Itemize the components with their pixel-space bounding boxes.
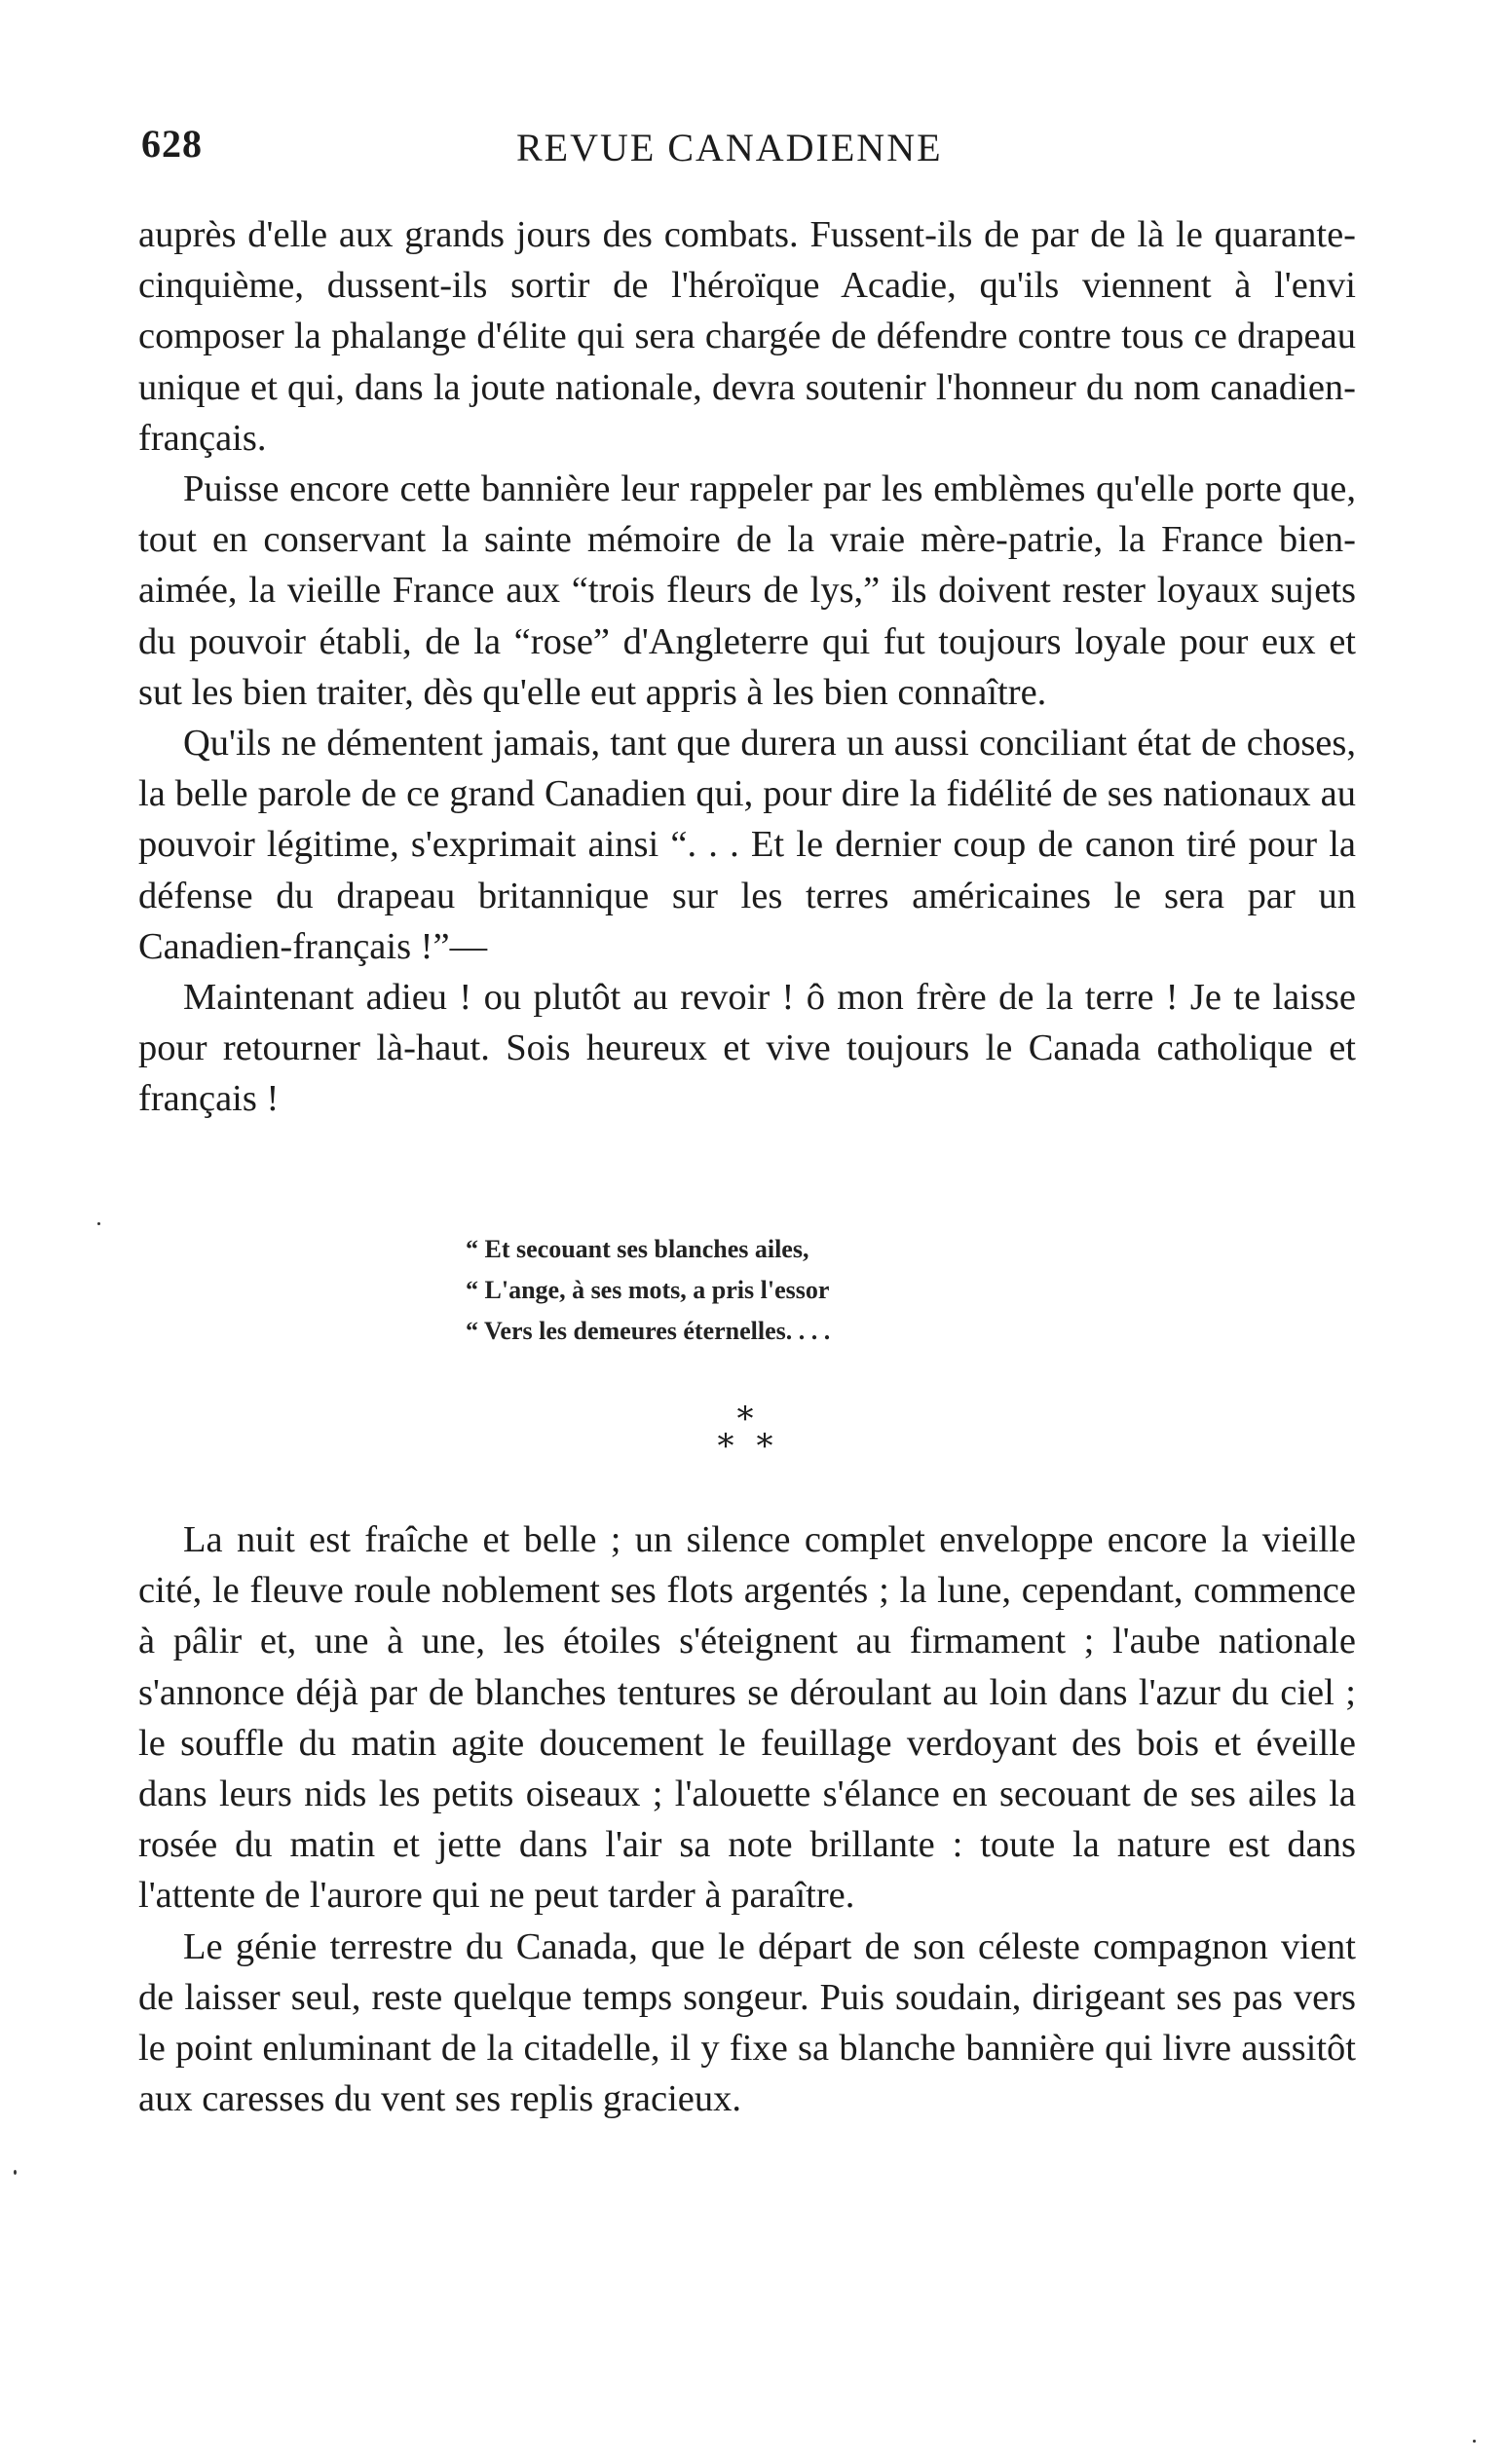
verse-quote [466, 1229, 830, 1352]
paragraph: Maintenant adieu ! ou plutôt au revoir ! ô mon frère de la terre ! Je te laisse pour retourner là-haut. Sois heureux et vive toujours le Canada catholique et français ! [138, 977, 1356, 1120]
paragraph: Puisse encore cette bannière leur rappeler par les emblèmes qu'elle porte que, tout en conservant la sainte mémoire de la vraie mère-patrie, la France bien-aimée, la vieille France aux “trois fleurs de lys,” ils doivent rester loyaux sujets du pouvoir établi, de la “rose” d'Angleterre qui fut toujours loyale pour eux et sut les bien traiter, dès qu'elle eut appris à les bien connaître. [138, 468, 1356, 713]
paragraph: Le génie terrestre du Canada, que le départ de son céleste compagnon vient de laisser seul, reste quelque temps songeur. Puis soudain, dirigeant ses pas vers le point enluminant de la citadelle, il y fixe sa blanche bannière qui livre aussitôt aux caresses du vent ses replis gracieux. [138, 1925, 1356, 2120]
svg-text:*: * [717, 1427, 734, 1466]
verse-line: “ Vers les demeures éternelles. . . . [466, 1317, 831, 1345]
body-text-bottom [138, 1514, 1356, 2124]
paragraph: Qu'ils ne démentent jamais, tant que durera un aussi conciliant état de choses, la belle parole de ce grand Canadien qui, pour dire la fidélité de ses nationaux au pouvoir légitime, s'exprimait ainsi “. . . Et le dernier coup de canon tiré pour la défense du drapeau britannique sur les terres américaines le sera par un Canadien-français !”— [138, 723, 1356, 967]
svg-text:*: * [736, 1402, 754, 1438]
paragraph-continued: auprès d'elle aux grands jours des combats. Fussent-ils de par de là le quarante-cinquième, dussent-ils sortir de l'héroïque Acadie, qu'ils viennent à l'envi composer la phalange d'élite qui sera chargée de défendre contre tous ce drapeau unique et qui, dans la joute nationale, devra soutenir l'honneur du nom canadien-français. [138, 214, 1356, 459]
scan-speck [97, 1222, 100, 1225]
scan-speck [14, 2170, 17, 2175]
verse-line: “ L'ange, à ses mots, a pris l'essor [466, 1276, 830, 1304]
body-text-top [138, 209, 1356, 1125]
scan-speck [1473, 2440, 1476, 2443]
asterism-icon [701, 1402, 789, 1471]
running-title: REVUE CANADIENNE [516, 126, 943, 169]
verse-line: “ Et secouant ses blanches ailes, [466, 1235, 809, 1263]
page-header [141, 115, 1349, 173]
page-number: 628 [141, 122, 203, 166]
section-break-asterism [701, 1402, 789, 1471]
paragraph: La nuit est fraîche et belle ; un silence complet enveloppe encore la vieille cité, le fleuve roule noblement ses flots argentés ; la lune, cependant, commence à pâlir et, une à une, les étoiles s'éteignent au firmament ; l'aube nationale s'annonce déjà par de blanches tentures se déroulant au loin dans l'azur du ciel ; le souffle du matin agite doucement le feuillage verdoyant des bois et éveille dans leurs nids les petits oiseaux ; l'alouette s'élance en secouant de ses ailes la rosée du matin et jette dans l'air sa note brillante : toute la nature est dans l'attente de l'aurore qui ne peut tarder à paraître. [138, 1519, 1356, 1917]
svg-text:*: * [756, 1427, 773, 1466]
